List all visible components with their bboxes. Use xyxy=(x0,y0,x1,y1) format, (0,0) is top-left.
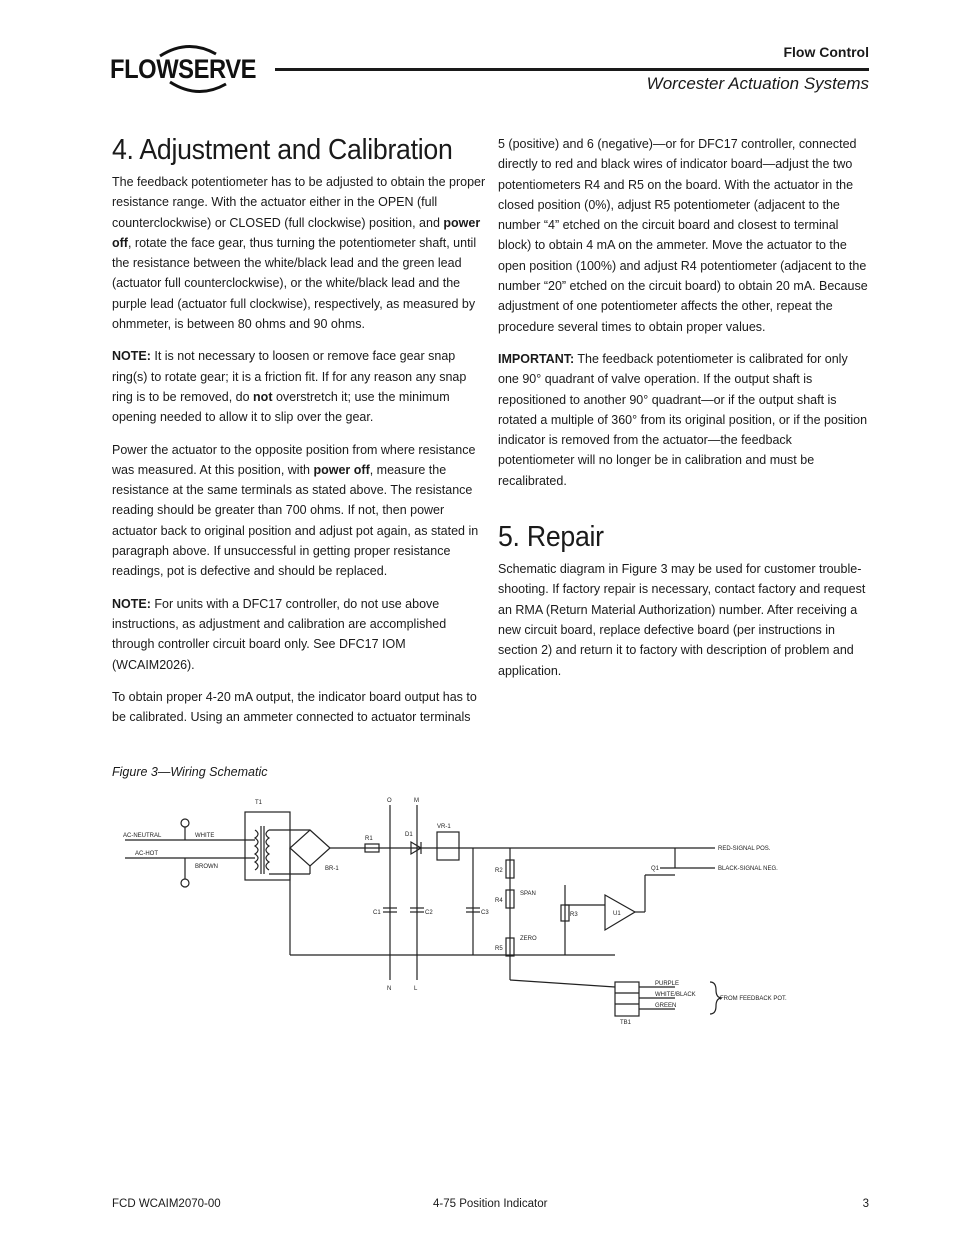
footer-doc-code: FCD WCAIM2070-00 xyxy=(112,1198,221,1210)
bold-text: not xyxy=(253,389,273,404)
label-white: WHITE xyxy=(195,833,215,839)
label-m: M xyxy=(414,798,419,804)
bold-text: power off xyxy=(313,462,370,477)
section-heading-adjustment: 4. Adjustment and Calibration xyxy=(112,134,453,166)
label-black-signal: BLACK-SIGNAL NEG. xyxy=(718,866,778,872)
label-red-signal: RED-SIGNAL POS. xyxy=(718,846,771,852)
figure-caption: Figure 3—Wiring Schematic xyxy=(112,765,268,779)
label-r4: R4 xyxy=(495,898,503,904)
important-note xyxy=(498,349,870,491)
label-l: L xyxy=(414,986,418,992)
label-c3: C3 xyxy=(481,910,489,916)
label-ac-hot: AC-HOT xyxy=(135,851,158,857)
bold-text: power off xyxy=(112,215,481,250)
label-vr1: VR-1 xyxy=(437,824,451,830)
text-run: , measure the resistance at the same terminals as stated above. The resistance reading should be greater than 700 ohms. If not, then power actuator back to original position and adjust pot again, as stated in paragraph above. If unsuccessful in getting proper resistance readings, pot is defective and should be replaced. xyxy=(112,462,479,579)
label-o: O xyxy=(387,798,392,804)
label-c2: C2 xyxy=(425,910,433,916)
text-run: It is not necessary to loosen or remove face gear snap ring(s) to rotate gear; it is a friction fit. If for any reason any snap ring is to be removed, do xyxy=(112,349,467,404)
label-purple: PURPLE xyxy=(655,981,680,987)
label-d1: D1 xyxy=(405,832,413,838)
logo-text: FLOWSERVE xyxy=(110,54,257,84)
label-n: N xyxy=(387,986,392,992)
label-c1: C1 xyxy=(373,910,381,916)
left-column xyxy=(112,132,486,739)
label-zero: ZERO xyxy=(520,936,537,942)
label-br1: BR-1 xyxy=(325,866,339,872)
wiring-schematic xyxy=(115,790,795,1035)
label-u1: U1 xyxy=(613,911,621,917)
note-label: NOTE: xyxy=(112,596,151,611)
important-label: IMPORTANT: xyxy=(498,351,575,366)
label-r5: R5 xyxy=(495,946,503,952)
text-run: For units with a DFC17 controller, do not use above instructions, as adjustment and calibration are accomplished through controller circuit board only. See DFC17 IOM (WCAIM2026). xyxy=(112,596,447,672)
brand-line: Flow Control xyxy=(783,44,869,60)
label-r1: R1 xyxy=(365,836,373,842)
paragraph-opposite-position xyxy=(112,440,486,582)
note-label: NOTE: xyxy=(112,349,151,364)
footer-page-number: 3 xyxy=(862,1198,869,1210)
label-tb1: TB1 xyxy=(620,1020,632,1026)
label-t1: T1 xyxy=(255,800,263,806)
label-white-black: WHITE/BLACK xyxy=(655,992,696,998)
paragraph-repair: Schematic diagram in Figure 3 may be used for customer trouble-shooting. If factory repair is necessary, contact factory and request an RMA (Return Material Authorization) number. After receiving a new circuit board, replace defective board (per instructions in section 2) and return it to factory with description of problem and application. xyxy=(498,562,866,678)
label-brown: BROWN xyxy=(195,864,218,870)
paragraph-feedback xyxy=(112,172,486,334)
paragraph-output-calibration: To obtain proper 4-20 mA output, the indicator board output has to be calibrated. Using an ammeter connected to actuator terminals xyxy=(112,689,477,725)
division-title: Worcester Actuation Systems xyxy=(646,74,869,93)
note-dfc17 xyxy=(112,594,486,675)
right-column xyxy=(498,134,870,693)
flowserve-logo xyxy=(110,40,270,100)
section-heading-repair: 5. Repair xyxy=(498,521,604,554)
label-r3: R3 xyxy=(570,912,578,918)
paragraph-potentiometers: 5 (positive) and 6 (negative)—or for DFC17 controller, connected directly to red and black wires of indicator board—adjust the two potentiometers R4 and R5 on the board. With the actuator in the closed position (0%), adjust R5 potentiometer (adjacent to the number “4” etched on the circuit board and closest to terminal block) to obtain 4 mA on the ammeter. Move the actuator to the open position (100%) and adjust R4 potentiometer (adjacent to the number “20” etched on the circuit board) to obtain 20 mA. Because adjustment of one potentiometer affects the other, repeat the procedure several times to obtain proper values. xyxy=(498,137,868,334)
label-span: SPAN xyxy=(520,891,536,897)
label-green: GREEN xyxy=(655,1003,677,1009)
label-q1: Q1 xyxy=(651,866,660,872)
text-run: , rotate the face gear, thus turning the potentiometer shaft, until the resistance between the white/black lead and the green lead (actuator full counterclockwise), or the white/black lead and the purple lead (actuator full clockwise), respectively, as measured by ohmmeter, is between 80 ohms and 90 ohms. xyxy=(112,235,477,332)
footer-title: 4-75 Position Indicator xyxy=(433,1198,548,1210)
text-run: overstretch it; use the minimum opening needed to allow it to slip over the gear. xyxy=(112,389,450,425)
label-ac-neutral: AC-NEUTRAL xyxy=(123,833,162,839)
label-from-feedback: FROM FEEDBACK POT. xyxy=(720,996,787,1002)
label-r2: R2 xyxy=(495,868,503,874)
text-run: Power the actuator to the opposite position from where resistance was measured. At this position, with xyxy=(112,442,476,477)
text-run: The feedback potentiometer has to be adjusted to obtain the proper resistance range. With the actuator either in the OPEN (full counterclockwise) or CLOSED (full clockwise) position, and xyxy=(112,175,486,230)
note-snap-ring xyxy=(112,346,486,427)
header-rule xyxy=(275,68,869,71)
text-run: The feedback potentiometer is calibrated for only one 90° quadrant of valve operation. If the output shaft is repositioned to another 90° quadrant—or if the output shaft is rotated a multiple of 360° from its original position, or if the position indicator is removed from the actuator—the feedback potentiometer will no longer be in calibration and must be recalibrated. xyxy=(498,351,868,488)
logo-swoosh-bottom-icon xyxy=(168,80,228,96)
